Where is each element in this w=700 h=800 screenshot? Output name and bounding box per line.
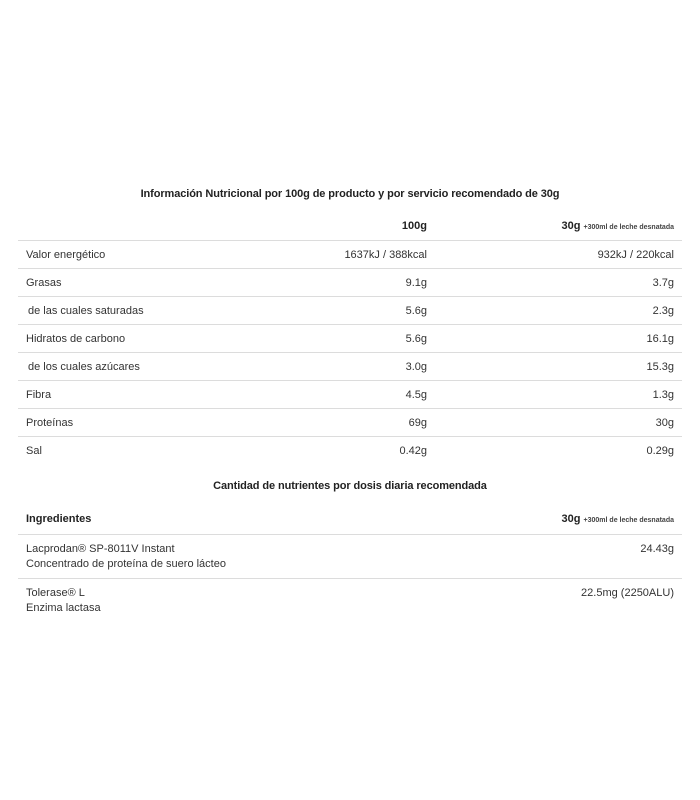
header-100g: 100g [401,220,427,232]
table-row [18,269,682,297]
row-label: Fibra [18,381,263,409]
ingredients-table [18,504,682,622]
ingredient-cell [18,535,438,579]
row-label: Hidratos de carbono [18,325,263,353]
header-30g-note: +300ml de leche desnatada [583,224,674,231]
nutrition-table [18,212,682,464]
row-value-100g: 3.0g [263,353,435,381]
row-label: Sal [18,437,263,465]
table-row [18,579,682,623]
row-value-100g: 69g [263,409,435,437]
row-label: de las cuales saturadas [18,297,263,325]
nutrition-header-row [18,212,682,241]
row-value-30g: 15.3g [435,353,682,381]
table-row [18,381,682,409]
row-value-100g: 9.1g [263,269,435,297]
row-value-100g: 4.5g [263,381,435,409]
ingredient-desc: Enzima lactasa [26,602,101,614]
row-value-30g: 30g [435,409,682,437]
nutrition-section [18,188,682,464]
row-value-100g: 1637kJ / 388kcal [263,241,435,269]
row-value-30g: 932kJ / 220kcal [435,241,682,269]
row-value-30g: 3.7g [435,269,682,297]
table-row [18,325,682,353]
ingredients-header-row [18,504,682,535]
header-30g [435,212,682,241]
header-30g-note: +300ml de leche desnatada [583,517,674,524]
ingredient-value: 22.5mg (2250ALU) [438,579,682,623]
row-value-30g: 0.29g [435,437,682,465]
table-row [18,437,682,465]
ingredient-name: Tolerase® L [26,587,85,599]
row-value-30g: 2.3g [435,297,682,325]
table-row [18,353,682,381]
row-label: de los cuales azúcares [18,353,263,381]
header-ingredients: Ingredientes [26,513,92,525]
daily-title: Cantidad de nutrientes por dosis diaria recomendada [213,480,487,492]
row-value-30g: 1.3g [435,381,682,409]
table-row [18,535,682,579]
row-label: Grasas [18,269,263,297]
ingredient-value: 24.43g [438,535,682,579]
header-30g [438,504,682,535]
row-value-30g: 16.1g [435,325,682,353]
ingredient-desc: Concentrado de proteína de suero lácteo [26,558,226,570]
header-30g-label: 30g [561,513,581,525]
ingredient-cell [18,579,438,623]
row-label: Proteínas [18,409,263,437]
row-label: Valor energético [18,241,263,269]
daily-section [18,480,682,622]
header-empty [18,212,263,241]
row-value-100g: 5.6g [263,297,435,325]
table-row [18,241,682,269]
ingredient-name: Lacprodan® SP-8011V Instant [26,543,175,555]
table-row [18,409,682,437]
row-value-100g: 5.6g [263,325,435,353]
row-value-100g: 0.42g [263,437,435,465]
nutrition-title: Información Nutricional por 100g de producto y por servicio recomendado de 30g [140,188,560,200]
header-30g-label: 30g [561,220,581,232]
table-row [18,297,682,325]
